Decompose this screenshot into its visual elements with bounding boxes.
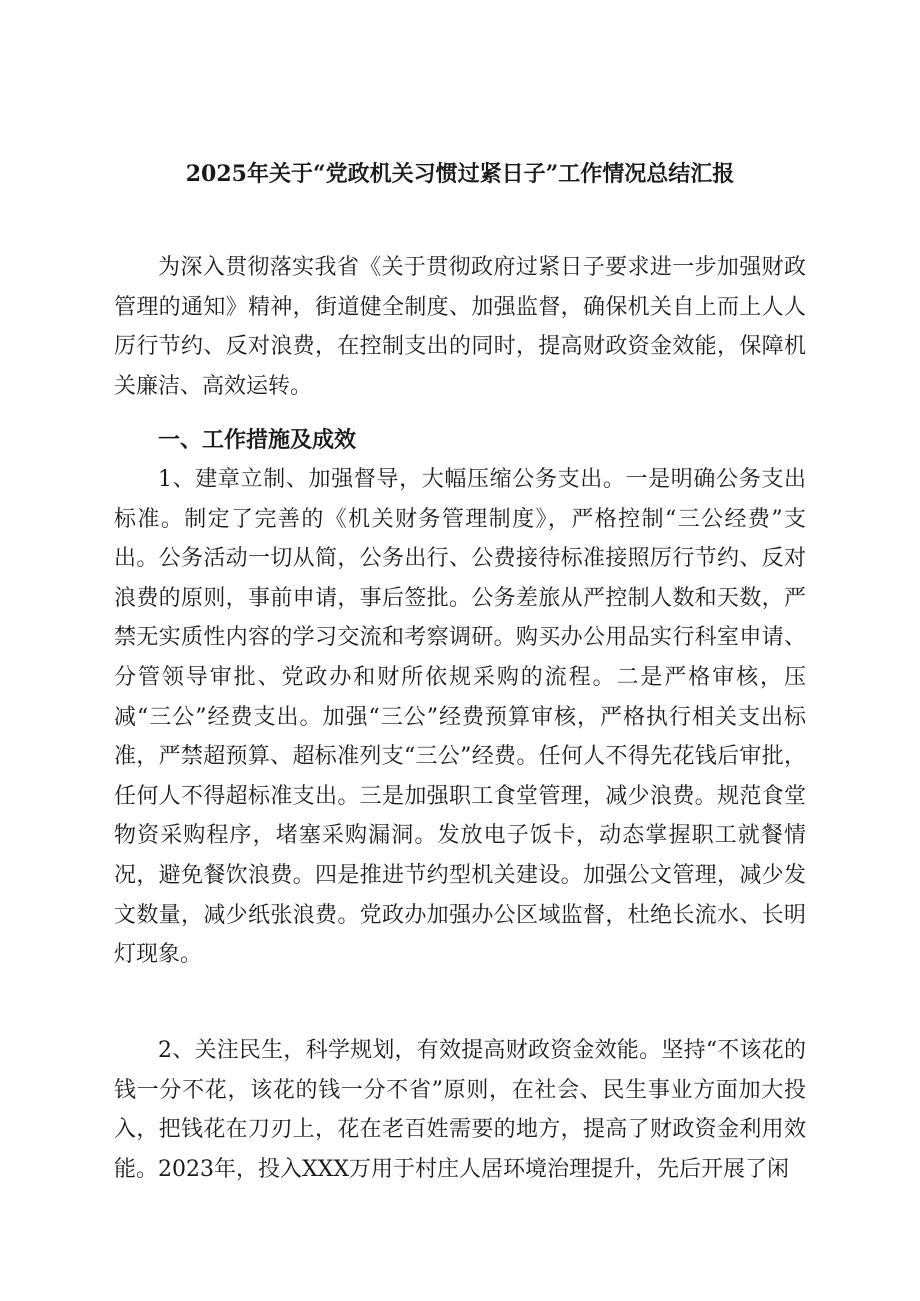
item-paragraph-2: 2、关注民生，科学规划，有效提高财政资金效能。坚持“不该花的钱一分不花，该花的钱一分不省”原则，在社会、民生事业方面加大投入，把钱花在刀刃上，花在老百姓需要的地方，提高了财政资金利用效能。2023年，投入XXX万用于村庄人居环境治理提升，先后开展了闲	[114, 1038, 806, 1182]
item-paragraph-1: 1、建章立制、加强督导，大幅压缩公务支出。一是明确公务支出标准。制定了完善的《机关财务管理制度》，严格控制“三公经费”支出。公务活动一切从简，公务出行、公费接待标准接照厉行节约、反对浪费的原则，事前申请，事后签批。公务差旅从严控制人数和天数，严禁无实质性内容的学习交流和考察调研。购买办公用品实行科室申请、分管领导审批、党政办和财所依规采购的流程。二是严格审核，压减“三公”经费支出。加强“三公”经费预算审核，严格执行相关支出标准，严禁超预算、超标准列支“三公”经费。任何人不得先花钱后审批，任何人不得超标准支出。三是加强职工食堂管理，减少浪费。规范食堂物资采购程序，堵塞采购漏洞。发放电子饭卡，动态掌握职工就餐情况，避免餐饮浪费。四是推进节约型机关建设。加强公文管理，减少发文数量，减少纸张浪费。党政办加强办公区域监督，杜绝长流水、长明灯现象。	[114, 467, 806, 968]
section-heading: 一、工作措施及成效	[158, 427, 357, 453]
intro-paragraph: 为深入贯彻落实我省《关于贯彻政府过紧日子要求进一步加强财政管理的通知》精神，街道健全制度、加强监督，确保机关自上而上人人厉行节约、反对浪费，在控制支出的同时，提高财政资金效能，保障机关廉洁、高效运转。	[114, 255, 806, 399]
document-title: 2025年关于“党政机关习惯过紧日子”工作情况总结汇报	[185, 161, 735, 187]
